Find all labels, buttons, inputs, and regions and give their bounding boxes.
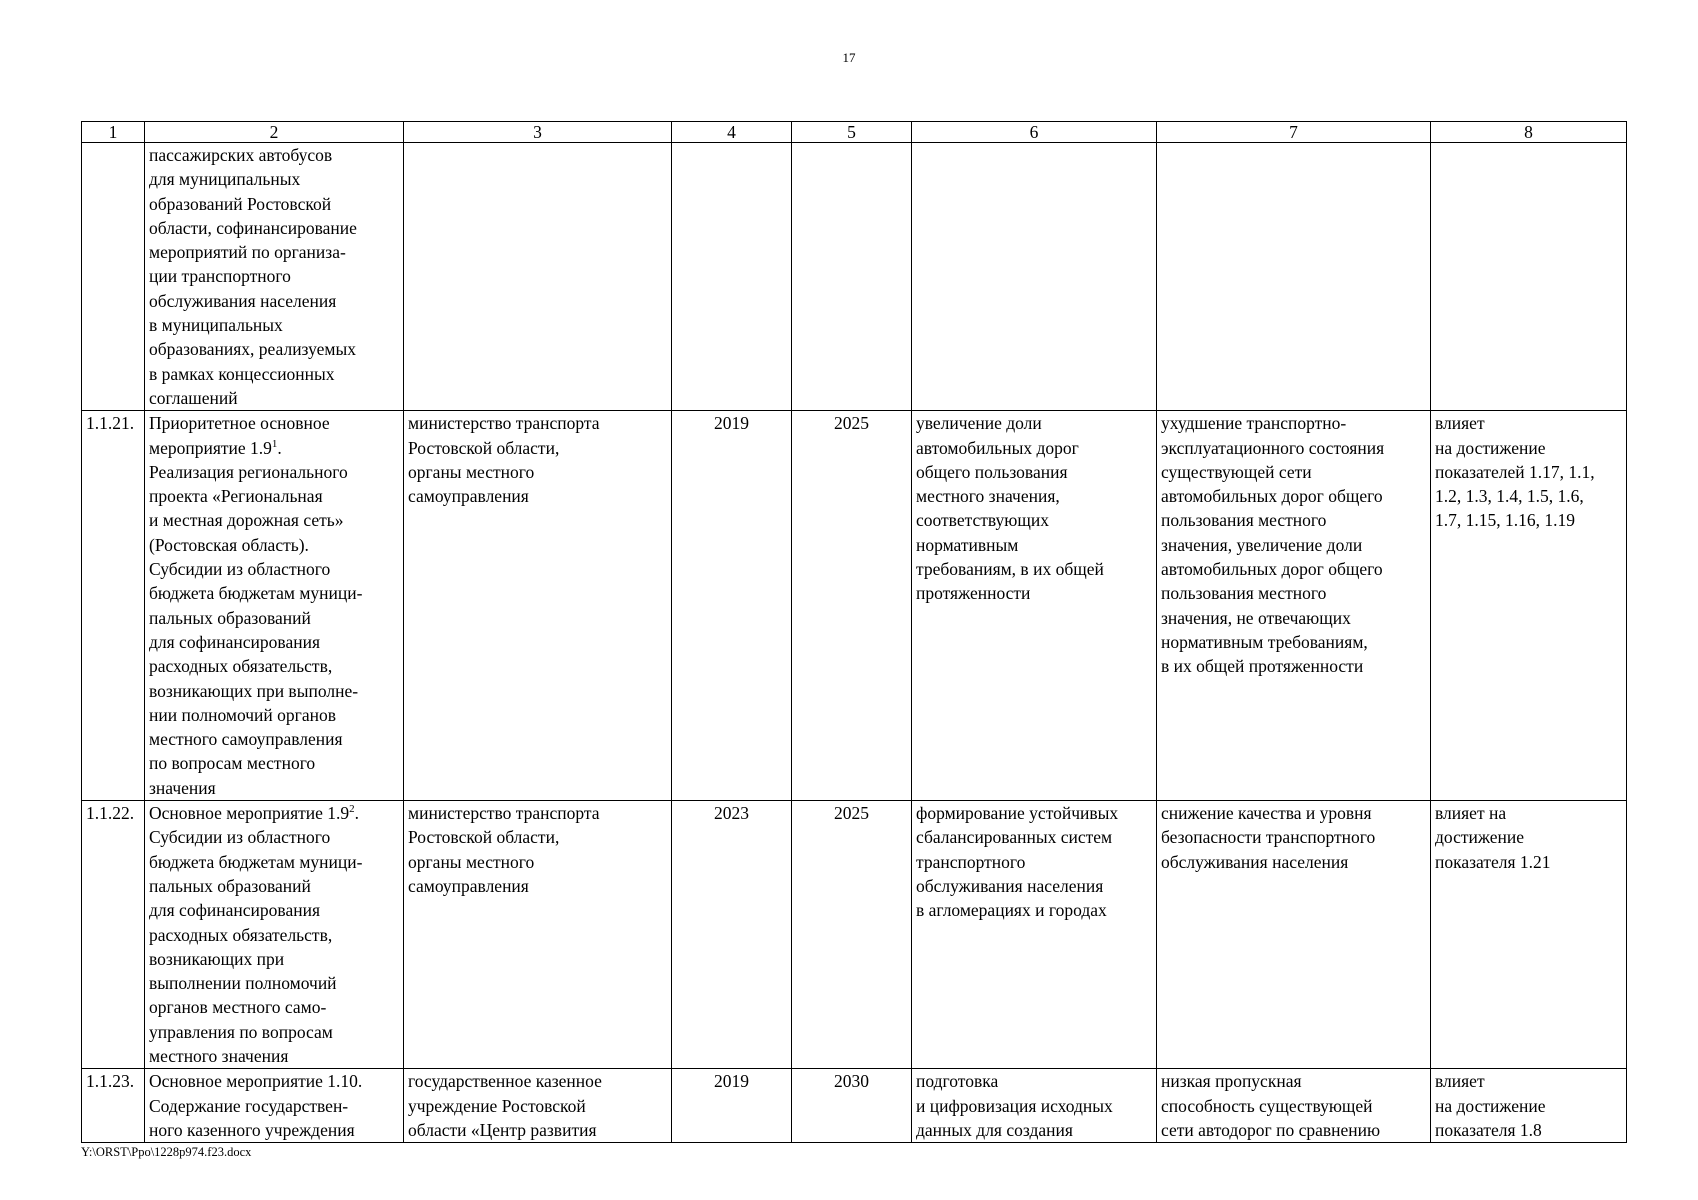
start-year-cell: 2023 bbox=[672, 801, 792, 1069]
cell-text-line: влияет на bbox=[1435, 803, 1507, 824]
consequences-lines bbox=[1161, 801, 1426, 874]
cell-text-line: местного самоуправления bbox=[149, 729, 343, 750]
start-year-cell: 2019 bbox=[672, 1069, 792, 1143]
cell-text-line: органы местного bbox=[408, 461, 535, 482]
cell-text-line: образований Ростовской bbox=[149, 193, 332, 214]
cell-text-line: существующей сети bbox=[1161, 461, 1312, 482]
cell-text-line: данных для создания bbox=[916, 1119, 1073, 1140]
indicator-link-lines bbox=[1435, 411, 1622, 532]
cell-text-line: сети автодорог по сравнению bbox=[1161, 1119, 1381, 1140]
cell-text-line: пальных образований bbox=[149, 607, 311, 628]
measure-name-line bbox=[149, 801, 399, 825]
measure-name-cell bbox=[145, 143, 404, 411]
cell-text-line: Ростовской области, bbox=[408, 437, 560, 458]
cell-text-line: увеличение доли bbox=[916, 413, 1042, 434]
cell-text-line: управления по вопросам bbox=[149, 1021, 333, 1042]
measure-name-lines bbox=[149, 143, 399, 410]
measure-name-lines bbox=[149, 1069, 399, 1142]
cell-text-line: влияет bbox=[1435, 413, 1485, 434]
executor-lines bbox=[408, 801, 667, 898]
cell-text-line: подготовка bbox=[916, 1071, 999, 1092]
executor-lines bbox=[408, 411, 667, 508]
executor-cell bbox=[404, 143, 672, 411]
cell-text-line: Субсидии из областного bbox=[149, 827, 331, 848]
cell-text-line: обслуживания населения bbox=[1161, 851, 1349, 872]
cell-text-line: для софинансирования bbox=[149, 900, 320, 921]
executor-lines bbox=[408, 1069, 667, 1142]
start-year-cell: 2019 bbox=[672, 411, 792, 801]
cell-text-line: учреждение Ростовской bbox=[408, 1095, 586, 1116]
row-number-cell: 1.1.23. bbox=[82, 1069, 145, 1143]
consequences-cell bbox=[1157, 1069, 1431, 1143]
cell-text-line: сбалансированных систем bbox=[916, 827, 1113, 848]
cell-text-line: Реализация регионального bbox=[149, 461, 348, 482]
cell-text-line: области «Центр развития bbox=[408, 1119, 597, 1140]
end-year-cell: 2030 bbox=[792, 1069, 912, 1143]
column-header: 2 bbox=[145, 122, 404, 143]
column-header: 6 bbox=[912, 122, 1157, 143]
consequences-cell bbox=[1157, 411, 1431, 801]
column-header: 7 bbox=[1157, 122, 1431, 143]
cell-text-line: в муниципальных bbox=[149, 315, 283, 336]
cell-text-line: низкая пропускная bbox=[1161, 1071, 1302, 1092]
measure-title-text: Основное мероприятие 1.9 bbox=[149, 803, 350, 824]
table-header-row bbox=[82, 122, 1627, 143]
cell-text-line: самоуправления bbox=[408, 875, 529, 896]
measure-name-line: Приоритетное основное bbox=[149, 413, 330, 434]
file-path-footer: Y:\ORST\Ppo\1228p974.f23.docx bbox=[81, 1145, 252, 1159]
cell-text-line: Субсидии из областного bbox=[149, 559, 331, 580]
cell-text-line: протяженности bbox=[916, 583, 1031, 604]
cell-text-line: на достижение bbox=[1435, 1095, 1546, 1116]
cell-text-line: значения, увеличение доли bbox=[1161, 534, 1363, 555]
consequences-cell bbox=[1157, 143, 1431, 411]
cell-text-line: и цифровизация исходных bbox=[916, 1095, 1113, 1116]
expected-result-lines bbox=[916, 801, 1152, 922]
cell-text-line: показателя 1.8 bbox=[1435, 1119, 1542, 1140]
consequences-lines bbox=[1161, 1069, 1426, 1142]
row-number-cell: 1.1.22. bbox=[82, 801, 145, 1069]
end-year-cell bbox=[792, 143, 912, 411]
column-header: 8 bbox=[1431, 122, 1627, 143]
cell-text-line: области, софинансирование bbox=[149, 217, 357, 238]
measure-name-lines bbox=[149, 825, 399, 1068]
cell-text-line: местного значения bbox=[149, 1045, 289, 1066]
cell-text-line: ухудшение транспортно- bbox=[1161, 413, 1347, 434]
cell-text-line: министерство транспорта bbox=[408, 413, 600, 434]
cell-text-line: образованиях, реализуемых bbox=[149, 339, 356, 360]
cell-text-line: выполнении полномочий bbox=[149, 973, 337, 994]
expected-result-cell bbox=[912, 801, 1157, 1069]
indicator-link-cell bbox=[1431, 143, 1627, 411]
column-header: 3 bbox=[404, 122, 672, 143]
measure-name-cell bbox=[145, 411, 404, 801]
cell-text-line: для софинансирования bbox=[149, 631, 320, 652]
cell-text-line: министерство транспорта bbox=[408, 803, 600, 824]
cell-text-line: значения bbox=[149, 777, 216, 798]
footnote-marker: 2 bbox=[349, 803, 355, 816]
cell-text-line: формирование устойчивых bbox=[916, 803, 1119, 824]
cell-text-line: автомобильных дорог bbox=[916, 437, 1079, 458]
measure-name-line bbox=[149, 436, 399, 460]
cell-text-line: расходных обязательств, bbox=[149, 924, 333, 945]
cell-text-line: автомобильных дорог общего bbox=[1161, 559, 1383, 580]
cell-text-line: в агломерациях и городах bbox=[916, 900, 1107, 921]
measure-title-punct: . bbox=[277, 437, 282, 458]
cell-text-line: мероприятий по организа- bbox=[149, 242, 346, 263]
cell-text-line: значения, не отвечающих bbox=[1161, 607, 1351, 628]
cell-text-line: пользования местного bbox=[1161, 583, 1327, 604]
footnote-marker: 1 bbox=[271, 437, 278, 450]
cell-text-line: в рамках концессионных bbox=[149, 363, 335, 384]
cell-text-line: органы местного bbox=[408, 851, 535, 872]
cell-text-line: проекта «Региональная bbox=[149, 486, 323, 507]
cell-text-line: на достижение bbox=[1435, 437, 1546, 458]
indicator-link-cell bbox=[1431, 801, 1627, 1069]
column-header: 5 bbox=[792, 122, 912, 143]
cell-text-line: ного казенного учреждения bbox=[149, 1119, 355, 1140]
indicator-link-cell bbox=[1431, 1069, 1627, 1143]
cell-text-line: транспортного bbox=[916, 851, 1026, 872]
end-year-cell: 2025 bbox=[792, 801, 912, 1069]
cell-text-line: нормативным bbox=[916, 534, 1019, 555]
cell-text-line: для муниципальных bbox=[149, 169, 301, 190]
measure-name-cell bbox=[145, 801, 404, 1069]
cell-text-line: возникающих при выполне- bbox=[149, 680, 359, 701]
cell-text-line: способность существующей bbox=[1161, 1095, 1373, 1116]
row-number-cell bbox=[82, 143, 145, 411]
cell-text-line: нормативным требованиям, bbox=[1161, 631, 1368, 652]
cell-text-line: влияет bbox=[1435, 1071, 1485, 1092]
executor-cell bbox=[404, 411, 672, 801]
cell-text-line: снижение качества и уровня bbox=[1161, 803, 1372, 824]
table-row bbox=[82, 411, 1627, 801]
cell-text-line: 1.2, 1.3, 1.4, 1.5, 1.6, bbox=[1435, 486, 1584, 507]
cell-text-line: Основное мероприятие 1.10. bbox=[149, 1071, 363, 1092]
indicator-link-cell bbox=[1431, 411, 1627, 801]
cell-text-line: в их общей протяженности bbox=[1161, 656, 1364, 677]
cell-text-line: требованиям, в их общей bbox=[916, 559, 1104, 580]
column-header: 1 bbox=[82, 122, 145, 143]
cell-text-line: нии полномочий органов bbox=[149, 704, 336, 725]
cell-text-line: бюджета бюджетам муници- bbox=[149, 851, 363, 872]
cell-text-line: по вопросам местного bbox=[149, 753, 316, 774]
page-number: 17 bbox=[842, 50, 856, 65]
cell-text-line: возникающих при bbox=[149, 948, 285, 969]
cell-text-line: обслуживания населения bbox=[916, 875, 1104, 896]
measure-title-text: мероприятие 1.9 bbox=[149, 437, 272, 458]
measure-title-punct: . bbox=[354, 803, 360, 824]
column-header: 4 bbox=[672, 122, 792, 143]
cell-text-line: эксплуатационного состояния bbox=[1161, 437, 1385, 458]
cell-text-line: автомобильных дорог общего bbox=[1161, 486, 1383, 507]
measure-name-cell bbox=[145, 1069, 404, 1143]
cell-text-line: Содержание государствен- bbox=[149, 1095, 349, 1116]
cell-text-line: безопасности транспортного bbox=[1161, 827, 1376, 848]
measures-table bbox=[81, 121, 1627, 1143]
expected-result-cell bbox=[912, 1069, 1157, 1143]
start-year-cell bbox=[672, 143, 792, 411]
cell-text-line: пассажирских автобусов bbox=[149, 145, 333, 165]
end-year-cell: 2025 bbox=[792, 411, 912, 801]
cell-text-line: органов местного само- bbox=[149, 997, 327, 1018]
table-row bbox=[82, 801, 1627, 1069]
indicator-link-lines bbox=[1435, 801, 1622, 874]
cell-text-line: (Ростовская область). bbox=[149, 534, 309, 555]
cell-text-line: местного значения, bbox=[916, 486, 1060, 507]
row-number-cell: 1.1.21. bbox=[82, 411, 145, 801]
cell-text-line: пользования местного bbox=[1161, 510, 1327, 531]
table-row bbox=[82, 1069, 1627, 1143]
cell-text-line: достижение bbox=[1435, 827, 1524, 848]
cell-text-line: показателей 1.17, 1.1, bbox=[1435, 461, 1595, 482]
consequences-cell bbox=[1157, 801, 1431, 1069]
cell-text-line: соответствующих bbox=[916, 510, 1049, 531]
cell-text-line: бюджета бюджетам муници- bbox=[149, 583, 363, 604]
indicator-link-lines bbox=[1435, 1069, 1622, 1142]
expected-result-cell bbox=[912, 411, 1157, 801]
expected-result-lines bbox=[916, 411, 1152, 605]
expected-result-lines bbox=[916, 1069, 1152, 1142]
measure-name-lines bbox=[149, 460, 399, 800]
cell-text-line: государственное казенное bbox=[408, 1071, 602, 1092]
cell-text-line: пальных образований bbox=[149, 875, 311, 896]
cell-text-line: расходных обязательств, bbox=[149, 656, 333, 677]
cell-text-line: самоуправления bbox=[408, 486, 529, 507]
expected-result-cell bbox=[912, 143, 1157, 411]
cell-text-line: показателя 1.21 bbox=[1435, 851, 1551, 872]
executor-cell bbox=[404, 801, 672, 1069]
cell-text-line: и местная дорожная сеть» bbox=[149, 510, 344, 531]
table-row bbox=[82, 143, 1627, 411]
consequences-lines bbox=[1161, 411, 1426, 678]
cell-text-line: общего пользования bbox=[916, 461, 1068, 482]
cell-text-line: обслуживания населения bbox=[149, 290, 337, 311]
executor-cell bbox=[404, 1069, 672, 1143]
cell-text-line: соглашений bbox=[149, 387, 238, 408]
cell-text-line: 1.7, 1.15, 1.16, 1.19 bbox=[1435, 510, 1575, 531]
cell-text-line: Ростовской области, bbox=[408, 827, 560, 848]
cell-text-line: ции транспортного bbox=[149, 266, 291, 287]
